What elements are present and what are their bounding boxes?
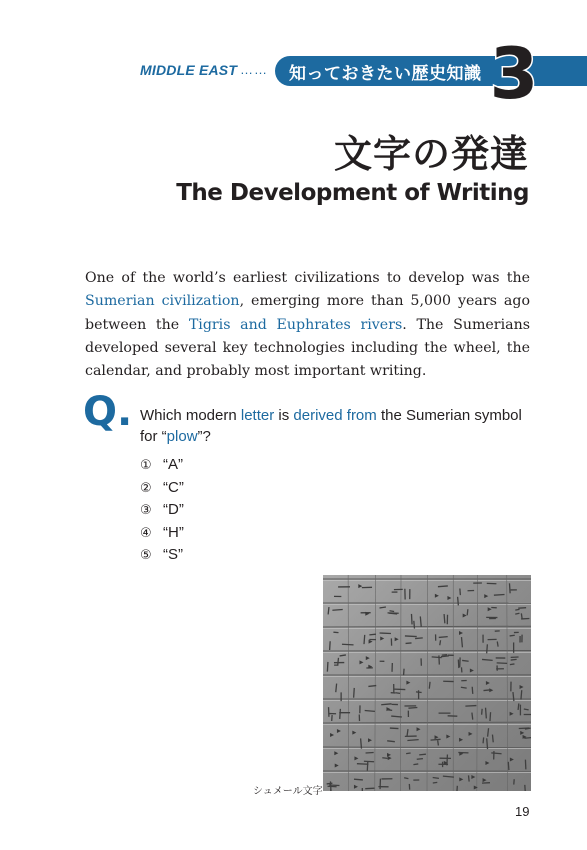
cuneiform-wedge-horizontal — [433, 782, 437, 783]
cuneiform-wedge-vertical — [404, 669, 405, 675]
cuneiform-wedge-vertical — [330, 641, 331, 650]
cuneiform-wedge-vertical — [487, 644, 488, 653]
cuneiform-wedge-horizontal — [354, 779, 363, 780]
cuneiform-wedge-horizontal — [413, 764, 418, 765]
cuneiform-wedge-vertical — [508, 762, 509, 770]
cuneiform-wedge-vertical — [458, 597, 459, 606]
cuneiform-wedge-vertical — [457, 786, 458, 791]
cuneiform-wedge-horizontal — [438, 586, 448, 587]
cuneiform-tablet-image — [323, 575, 531, 791]
cuneiform-wedge-horizontal — [494, 595, 505, 596]
cuneiform-wedge-vertical — [490, 712, 491, 721]
cuneiform-wedge-vertical — [444, 614, 445, 623]
cuneiform-wedge-vertical — [361, 738, 362, 748]
series-label: 知っておきたい歴史知識 — [289, 64, 482, 84]
cuneiform-wedge-horizontal — [368, 686, 376, 687]
question-part: is — [274, 407, 294, 424]
keyword-tigris-euphrates: Tigris and Euphrates rivers — [188, 316, 403, 333]
question-part: ”? — [197, 428, 211, 445]
cuneiform-wedge-vertical — [461, 637, 462, 647]
cuneiform-wedge-vertical — [364, 635, 365, 644]
cuneiform-wedge-vertical — [411, 614, 412, 624]
cuneiform-wedge-vertical — [482, 709, 483, 715]
choice-text: “C” — [163, 478, 184, 496]
cuneiform-wedge-vertical — [340, 709, 341, 719]
cuneiform-wedge-horizontal — [491, 753, 501, 754]
cuneiform-wedge-horizontal — [390, 611, 395, 612]
cuneiform-wedge-vertical — [472, 687, 473, 694]
cuneiform-wedge-horizontal — [405, 636, 417, 637]
cuneiform-wedge-horizontal — [369, 634, 376, 635]
cuneiform-wedge-horizontal — [483, 690, 490, 691]
question-part: Which modern — [140, 407, 241, 424]
keyword-letter: letter — [240, 407, 275, 424]
cuneiform-wedge-vertical — [521, 690, 522, 699]
cuneiform-wedge-vertical — [338, 658, 339, 666]
cuneiform-wedge-horizontal — [387, 741, 395, 742]
cuneiform-wedge-vertical — [367, 761, 368, 771]
question-mark-label: Q. — [83, 389, 133, 435]
cuneiform-wedge-vertical — [429, 682, 430, 689]
region-dots: …… — [240, 62, 268, 77]
page-title-japanese: 文字の発達 — [333, 132, 529, 176]
choice-number: ④ — [140, 525, 152, 541]
cuneiform-wedge-vertical — [467, 609, 468, 615]
keyword-sumerian-civilization: Sumerian civilization — [85, 293, 240, 310]
cuneiform-wedge-horizontal — [364, 761, 374, 762]
intro-text: One of the world’s earliest civilizations to develop was the — [85, 270, 530, 287]
cuneiform-wedge-vertical — [518, 703, 519, 710]
cuneiform-wedge-horizontal — [510, 635, 515, 636]
cuneiform-wedge-horizontal — [511, 659, 517, 660]
cuneiform-wedge-horizontal — [365, 711, 375, 712]
choice-text: “H” — [163, 523, 184, 541]
choice-1 — [140, 454, 184, 477]
cuneiform-wedge-vertical — [486, 708, 487, 719]
cuneiform-wedge-horizontal — [433, 777, 439, 778]
cuneiform-wedge-vertical — [327, 662, 328, 672]
cuneiform-wedge-horizontal — [406, 643, 412, 644]
cuneiform-wedge-horizontal — [327, 783, 333, 784]
cuneiform-wedge-vertical — [469, 775, 470, 781]
page-number: 19 — [515, 804, 530, 819]
choice-text: “D” — [163, 501, 184, 518]
choice-3 — [140, 499, 184, 522]
cuneiform-wedge-vertical — [483, 737, 484, 743]
choice-4 — [140, 522, 184, 545]
cuneiform-wedge-vertical — [414, 621, 415, 629]
cuneiform-wedge-horizontal — [417, 759, 423, 760]
cuneiform-wedge-horizontal — [510, 664, 515, 665]
intro-text: , emerging more than 5,000 years ago between the — [85, 293, 530, 333]
question-text — [140, 405, 540, 447]
cuneiform-wedge-vertical — [521, 613, 522, 619]
cuneiform-wedge-horizontal — [388, 710, 392, 711]
cuneiform-wedge-horizontal — [408, 707, 417, 708]
cuneiform-wedge-vertical — [438, 740, 439, 745]
cuneiform-wedge-horizontal — [357, 764, 368, 765]
cuneiform-wedge-horizontal — [439, 637, 448, 638]
cuneiform-wedge-horizontal — [406, 753, 410, 754]
answer-choices — [140, 454, 184, 567]
cuneiform-wedge-horizontal — [515, 613, 519, 614]
choice-text: “A” — [163, 456, 183, 473]
figure-caption: シュメール文字 — [253, 786, 323, 797]
cuneiform-wedge-horizontal — [342, 644, 354, 645]
cuneiform-wedge-vertical — [509, 583, 510, 593]
cuneiform-wedge-vertical — [354, 688, 355, 698]
cuneiform-wedge-horizontal — [396, 693, 400, 694]
keyword-plow: plow — [166, 428, 198, 445]
cuneiform-wedge-horizontal — [332, 609, 342, 610]
ruling-line — [323, 650, 531, 651]
choice-2 — [140, 477, 184, 500]
cuneiform-wedge-horizontal — [461, 687, 467, 688]
cuneiform-wedge-horizontal — [515, 609, 519, 610]
choice-text: “S” — [163, 546, 183, 563]
cuneiform-wedge-horizontal — [431, 739, 441, 740]
cuneiform-wedge-vertical — [328, 607, 329, 614]
cuneiform-wedge-vertical — [487, 738, 488, 749]
cuneiform-wedge-horizontal — [462, 660, 468, 661]
cuneiform-tablet-svg — [323, 575, 531, 791]
choice-number: ③ — [140, 503, 152, 518]
choice-number: ② — [140, 480, 152, 496]
intro-paragraph — [85, 267, 530, 383]
intro-text: . The Sumerians developed several key technologies including the wheel, the calendar, and probably most important writing. — [85, 316, 531, 379]
cuneiform-wedge-horizontal — [419, 754, 426, 755]
cuneiform-wedge-horizontal — [465, 706, 476, 707]
cuneiform-wedge-vertical — [336, 684, 337, 693]
page-title-english: The Development of Writing — [176, 180, 529, 206]
cuneiform-wedge-vertical — [440, 640, 441, 645]
choice-number: ⑤ — [140, 548, 152, 563]
cuneiform-wedge-horizontal — [497, 663, 507, 664]
region-label: MIDDLE EAST — [140, 62, 238, 78]
keyword-derived-from: derived from — [293, 407, 377, 424]
cuneiform-wedge-vertical — [472, 713, 473, 720]
cuneiform-wedge-horizontal — [415, 638, 423, 639]
chapter-number: 3 — [489, 33, 539, 115]
cuneiform-wedge-vertical — [492, 735, 493, 743]
question-part: the Sumerian symbol for “ — [140, 407, 522, 445]
choice-number: ① — [140, 458, 152, 473]
cuneiform-wedge-vertical — [458, 660, 459, 668]
chapter-header — [0, 33, 587, 115]
cuneiform-wedge-horizontal — [382, 758, 387, 759]
cuneiform-wedge-horizontal — [524, 709, 529, 710]
choice-5 — [140, 544, 184, 567]
cuneiform-wedge-horizontal — [407, 740, 418, 741]
cuneiform-wedge-horizontal — [441, 656, 449, 657]
cuneiform-wedge-horizontal — [380, 633, 391, 634]
cuneiform-wedge-horizontal — [390, 728, 399, 729]
cuneiform-wedge-vertical — [497, 642, 498, 647]
cuneiform-wedge-horizontal — [524, 738, 531, 739]
cuneiform-wedge-horizontal — [432, 657, 442, 658]
